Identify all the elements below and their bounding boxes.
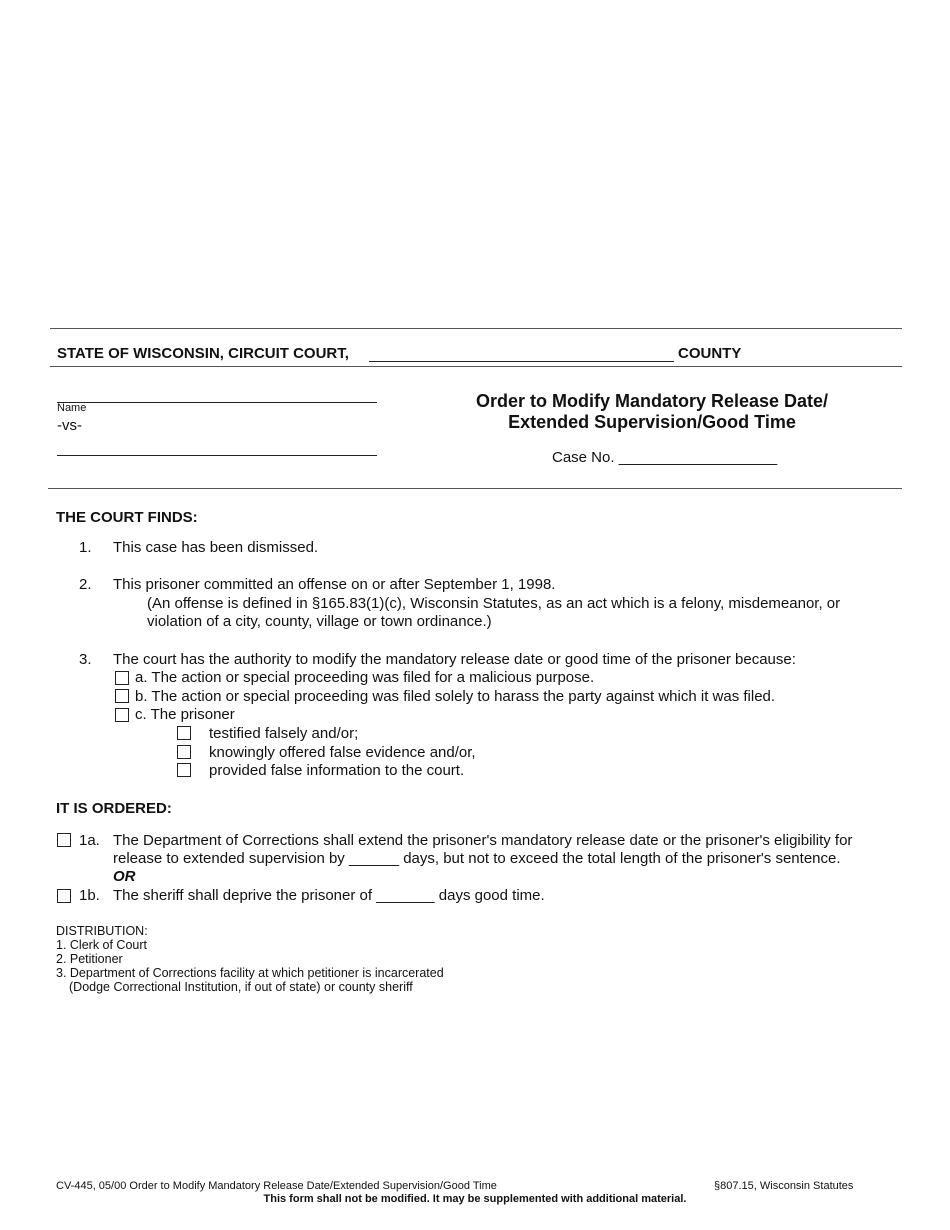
distribution-item-1: 1. Clerk of Court [56, 938, 148, 952]
case-no-field[interactable]: Case No. ___________________ [552, 449, 778, 466]
county-label: COUNTY [678, 345, 742, 362]
court-line-rule [50, 366, 902, 367]
county-name-field[interactable] [369, 361, 674, 362]
order-1b-text: The sheriff shall deprive the prisoner of _______ days good time. [113, 887, 545, 904]
sub-option-2-checkbox[interactable] [177, 745, 191, 759]
finding-3-text: The court has the authority to modify the mandatory release date or good time of the prisoner because: [113, 651, 796, 668]
vs-label: -vs- [57, 417, 82, 434]
distribution-heading: DISTRIBUTION: [56, 924, 148, 938]
distribution-item-3: 3. Department of Corrections facility at which petitioner is incarcerated [56, 966, 444, 980]
findings-heading: THE COURT FINDS: [56, 509, 198, 526]
modification-notice: This form shall not be modified. It may be supplemented with additional material. [263, 1193, 687, 1205]
option-b-text: b. The action or special proceeding was filed solely to harass the party against which it was filed. [135, 688, 776, 705]
finding-2-note-line2: violation of a city, county, village or town ordinance.) [147, 613, 492, 630]
ordered-heading: IT IS ORDERED: [56, 800, 172, 817]
distribution-item-2: 2. Petitioner [56, 952, 123, 966]
distribution-item-3-continued: (Dodge Correctional Institution, if out of state) or county sheriff [69, 980, 413, 994]
respondent-field[interactable] [57, 455, 377, 456]
order-1a-line1: The Department of Corrections shall extend the prisoner's mandatory release date or the prisoner's eligibility for [113, 832, 853, 849]
option-a-text: a. The action or special proceeding was filed for a malicious purpose. [135, 669, 595, 686]
sub-option-2-text: knowingly offered false evidence and/or, [209, 744, 476, 761]
finding-2-number: 2. [79, 576, 92, 593]
form-title-line1: Order to Modify Mandatory Release Date/ [475, 391, 829, 411]
sub-option-3-checkbox[interactable] [177, 763, 191, 777]
order-1a-checkbox[interactable] [57, 833, 71, 847]
form-id: CV-445, 05/00 Order to Modify Mandatory Release Date/Extended Supervision/Good Time [56, 1180, 497, 1192]
sub-option-1-checkbox[interactable] [177, 726, 191, 740]
finding-3-number: 3. [79, 651, 92, 668]
name-label: Name [57, 402, 87, 414]
order-1a-number: 1a. [79, 832, 100, 849]
caption-bottom-rule [48, 488, 902, 489]
finding-2-text: This prisoner committed an offense on or after September 1, 1998. [113, 576, 556, 593]
form-title-line2: Extended Supervision/Good Time [508, 412, 796, 432]
name-field[interactable] [57, 402, 377, 403]
option-b-checkbox[interactable] [115, 689, 129, 703]
sub-option-3-text: provided false information to the court. [209, 762, 465, 779]
order-1b-number: 1b. [79, 887, 100, 904]
statute-reference: §807.15, Wisconsin Statutes [714, 1180, 854, 1192]
top-rule [50, 328, 902, 329]
finding-1-text: This case has been dismissed. [113, 539, 319, 556]
option-c-text: c. The prisoner [135, 706, 235, 723]
sub-option-1-text: testified falsely and/or; [209, 725, 359, 742]
order-1a-line2: release to extended supervision by ______ days, but not to exceed the total length of the prisoner's sentence. [113, 850, 841, 867]
order-1b-checkbox[interactable] [57, 889, 71, 903]
option-c-checkbox[interactable] [115, 708, 129, 722]
finding-2-note-line1: (An offense is defined in §165.83(1)(c), Wisconsin Statutes, as an act which is a felony, misdemeanor, or [147, 595, 841, 612]
or-label: OR [113, 868, 136, 885]
finding-1-number: 1. [79, 539, 92, 556]
option-a-checkbox[interactable] [115, 671, 129, 685]
court-line-label: STATE OF WISCONSIN, CIRCUIT COURT, [57, 345, 349, 362]
